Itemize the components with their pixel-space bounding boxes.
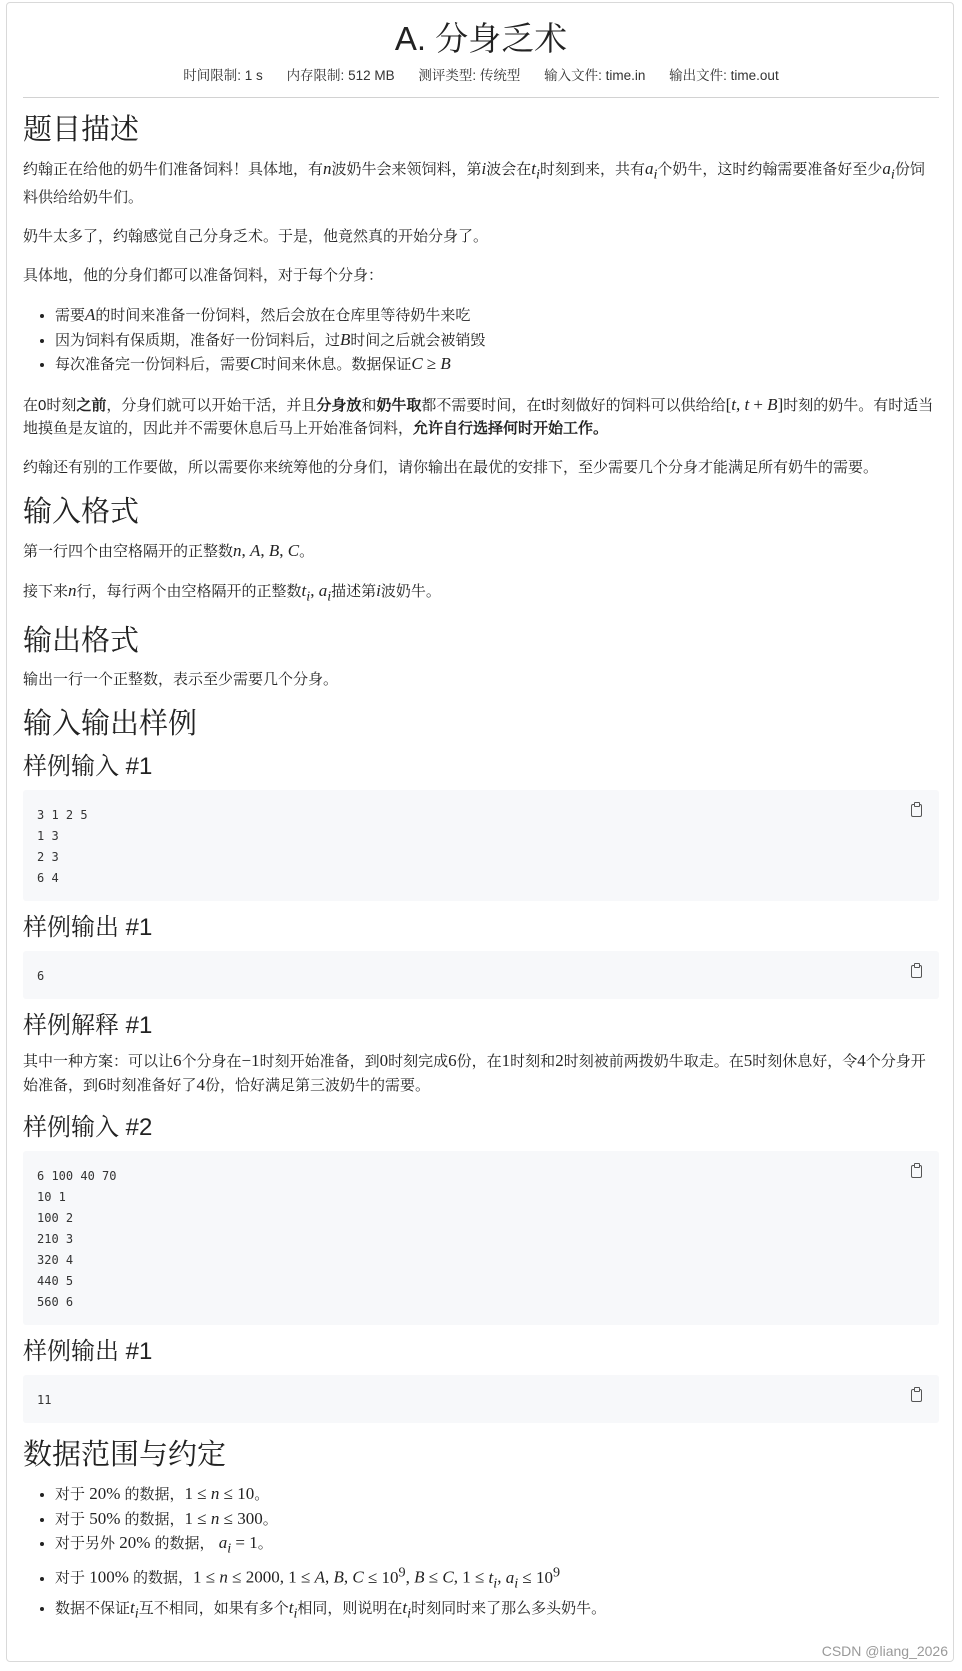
sample-output-1-code: 6 xyxy=(37,969,45,984)
sample-explanation-1-text: 其中一种方案：可以让6个分身在−1时刻开始准备，到0时刻完成6份，在1时刻和2时刻被前两拨奶牛取走。在5时刻休息好，令4个分身开始准备，到6时刻准备好了4份，恰好满足第三波奶牛的需要。 xyxy=(23,1051,926,1095)
description-paragraph-4: 在0时刻之前，分身们就可以开始干活，并且分身放和奶牛取都不需要时间，在t时刻做好的饲料可以供给给[t, t + B]时刻的奶牛。有时适当地摸鱼是友谊的，因此并不需要休息后马上开始准备饲料，允许自行选择何时开始工作。 xyxy=(23,394,934,437)
list-item: • 每次准备完一份饲料后，需要C时间来休息。数据保证C ≥ B xyxy=(55,352,939,377)
meta-input-file: 输入文件: time.in xyxy=(544,68,646,83)
problem-panel xyxy=(6,2,954,1662)
sample-explanation-1-title: 样例解释 #1 xyxy=(23,1012,153,1040)
description-paragraph-5: 约翰还有别的工作要做，所以需要你来统筹他的分身们，请你输出在最优的安排下，至少需要几个分身才能满足所有奶牛的需要。 xyxy=(23,458,879,476)
description-paragraph-1: 约翰正在给他的奶牛们准备饲料！具体地，有n波奶牛会来领饲料，第i波会在$t_i$时刻到来，共有$a_i$个奶牛，这时约翰需要准备好至少$a_i$份饲料供给给奶牛们。 xyxy=(23,159,925,207)
problem-content xyxy=(23,3,939,1642)
sample-input-1-title: 样例输入 #1 xyxy=(23,753,153,781)
list-item: • 对于另外 20% 的数据， $a_i = 1$。 xyxy=(55,1531,939,1561)
input-format-line-2: 接下来n行，每行两个由空格隔开的正整数$t_i$, $a_i$描述第i波奶牛。 xyxy=(23,580,441,605)
csdn-watermark: CSDN @liang_2026 xyxy=(821,1643,948,1659)
sample-input-2-block xyxy=(23,1151,939,1325)
clipboard-icon[interactable] xyxy=(911,804,922,817)
input-format-heading: 输入格式 xyxy=(23,495,140,528)
output-format-text: 输出一行一个正整数，表示至少需要几个分身。 xyxy=(23,671,339,689)
description-paragraph-3: 具体地，他的分身们都可以准备饲料，对于每个分身： xyxy=(23,267,384,285)
list-item: • 需要A的时间来准备一份饲料，然后会放在仓库里等待奶牛来吃 xyxy=(55,303,939,328)
sample-output-2-code: 11 xyxy=(37,1393,52,1408)
list-item: • 对于 50% 的数据，1 ≤ n ≤ 300。 xyxy=(55,1507,939,1532)
input-format-line-1: 第一行四个由空格隔开的正整数n, A, B, C。 xyxy=(23,540,315,560)
sample-input-2-code: 6 100 40 70 10 1 100 2 210 3 320 4 440 5 560 6 xyxy=(37,1169,117,1310)
sample-output-1-title: 样例输出 #1 xyxy=(23,914,153,942)
constraints-list xyxy=(23,1482,939,1625)
sample-input-2-title: 样例输入 #2 xyxy=(23,1114,153,1142)
problem-meta xyxy=(23,64,939,84)
constraints-heading: 数据范围与约定 xyxy=(23,1439,227,1472)
sample-output-2-title: 样例输出 #1 xyxy=(23,1338,153,1366)
clipboard-icon[interactable] xyxy=(911,1165,922,1178)
description-list xyxy=(23,303,939,377)
description-paragraph-2: 奶牛太多了，约翰感觉自己分身乏术。于是，他竟然真的开始分身了。 xyxy=(23,228,489,246)
meta-judge-type: 测评类型: 传统型 xyxy=(418,68,521,83)
sample-input-1-code: 3 1 2 5 1 3 2 3 6 4 xyxy=(37,808,88,886)
list-item: • 对于 100% 的数据，1 ≤ n ≤ 2000, 1 ≤ A, B, $C \le 10^9$, B ≤ C, $1 \le t_i$, $a_i \le 10^9$ xyxy=(55,1561,939,1596)
list-item: • 因为饲料有保质期，准备好一份饲料后，过B时间之后就会被销毁 xyxy=(55,328,939,353)
meta-time-limit: 时间限制: 1 s xyxy=(183,68,263,83)
sample-output-2-block xyxy=(23,1375,939,1423)
sample-input-1-block xyxy=(23,790,939,901)
clipboard-icon[interactable] xyxy=(911,965,922,978)
samples-heading: 输入输出样例 xyxy=(23,708,198,741)
header-divider xyxy=(23,97,939,98)
description-heading: 题目描述 xyxy=(23,114,140,146)
meta-memory-limit: 内存限制: 512 MB xyxy=(286,68,395,83)
sample-output-1-block xyxy=(23,951,939,999)
list-item: • 对于 20% 的数据，1 ≤ n ≤ 10。 xyxy=(55,1482,939,1507)
list-item: • 数据不保证$t_i$互不相同，如果有多个$t_i$相同，则说明在$t_i$时刻同时来了那么多头奶牛。 xyxy=(55,1596,939,1626)
output-format-heading: 输出格式 xyxy=(23,625,140,658)
meta-output-file: 输出文件: time.out xyxy=(669,68,779,83)
clipboard-icon[interactable] xyxy=(911,1389,922,1402)
problem-title: A. 分身乏术 xyxy=(394,20,568,57)
